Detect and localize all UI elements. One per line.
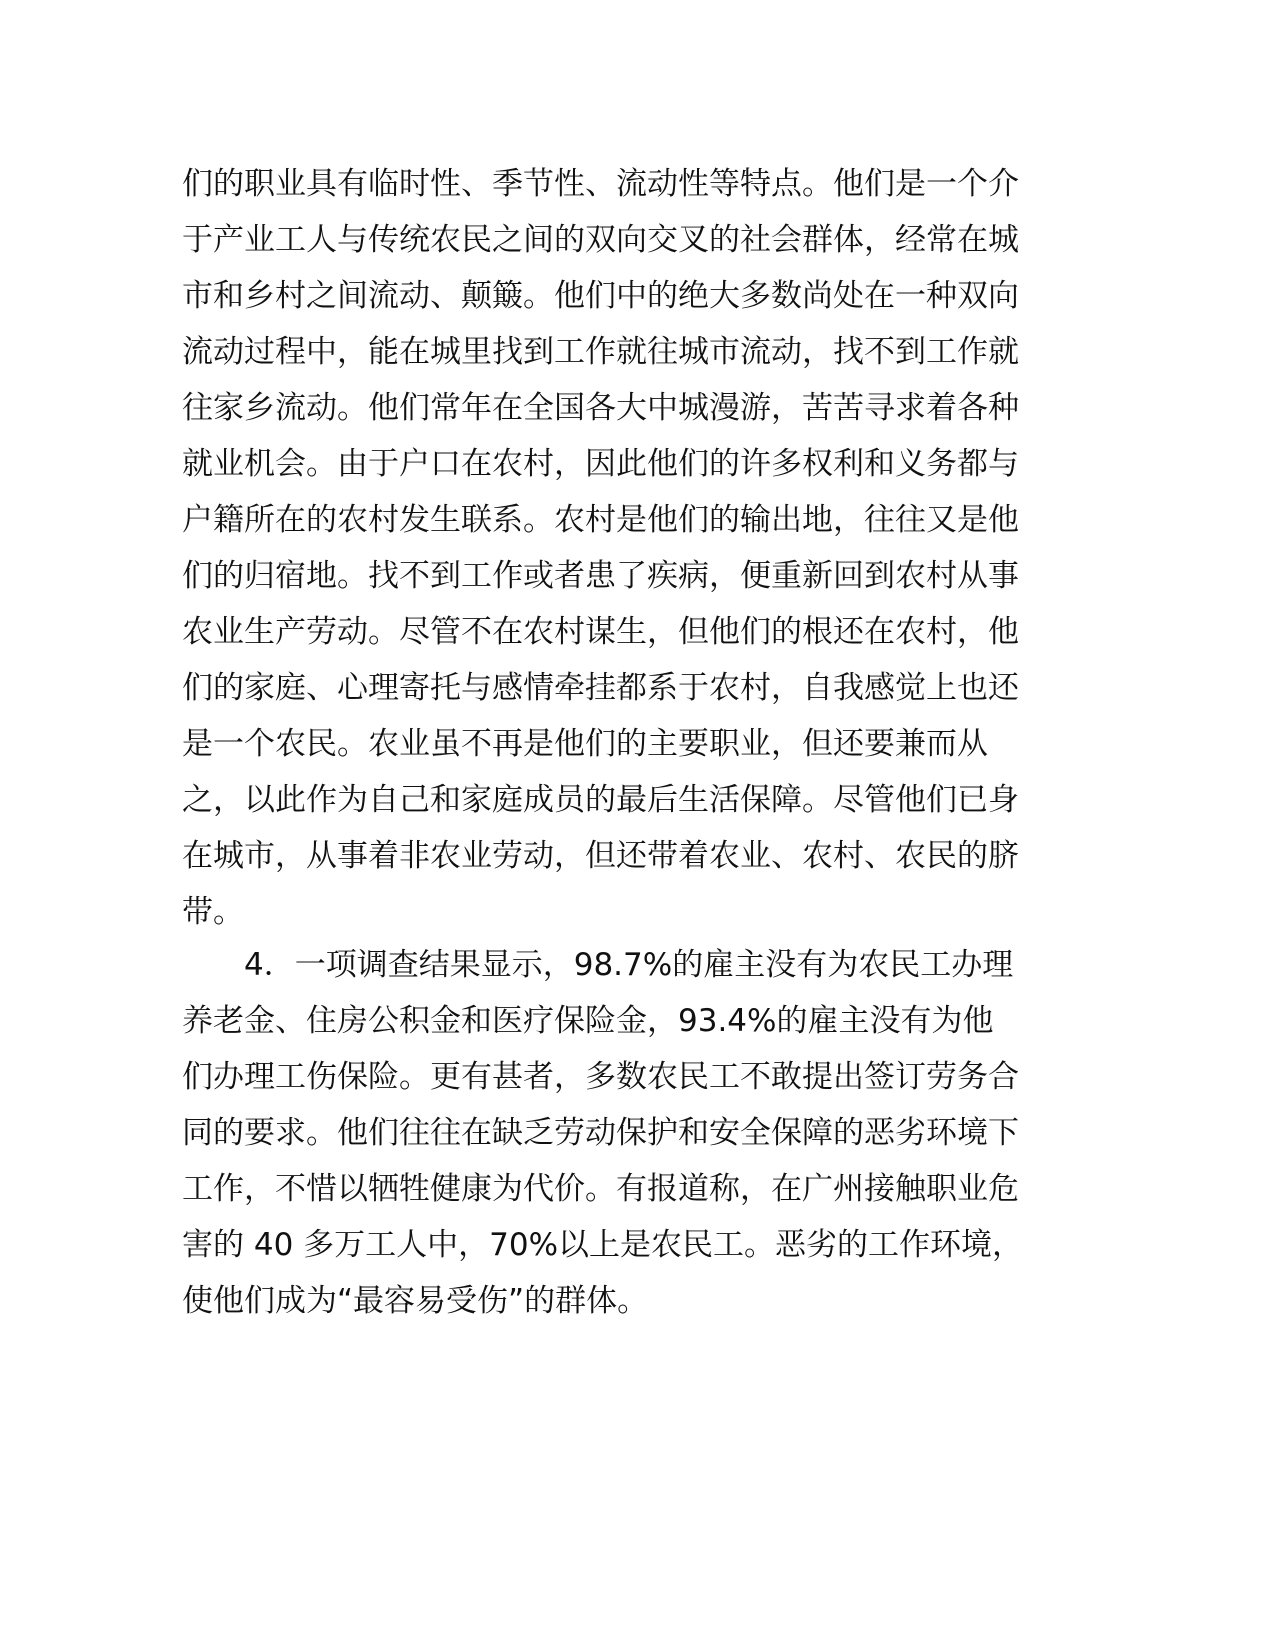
text-line: 带。 <box>182 894 244 930</box>
text-line: 们的归宿地。找不到工作或者患了疾病，便重新回到农村从事 <box>182 558 1019 594</box>
text-line: 于产业工人与传统农民之间的双向交叉的社会群体，经常在城 <box>182 222 1019 258</box>
text-line: 们的家庭、心理寄托与感情牵挂都系于农村，自我感觉上也还 <box>182 670 1019 706</box>
text-line: 使他们成为“最容易受伤”的群体。 <box>182 1283 649 1319</box>
text-line: 流动过程中，能在城里找到工作就往城市流动，找不到工作就 <box>182 334 1019 370</box>
text-line: 之，以此作为自己和家庭成员的最后生活保障。尽管他们已身 <box>182 782 1019 818</box>
text-line: 往家乡流动。他们常年在全国各大中城漫游，苦苦寻求着各种 <box>182 390 1019 426</box>
text-line: 们办理工伤保险。更有甚者，多数农民工不敢提出签订劳务合 <box>182 1059 1019 1095</box>
text-line: 在城市，从事着非农业劳动，但还带着农业、农村、农民的脐 <box>182 838 1019 874</box>
paragraph-migrant-workers-characteristics <box>182 156 1082 940</box>
text-line: 4．一项调查结果显示，98.7%的雇主没有为农民工办理 <box>182 947 1014 983</box>
text-line: 工作，不惜以牺牲健康为代价。有报道称，在广州接触职业危 <box>182 1171 1019 1207</box>
text-line: 市和乡村之间流动、颠簸。他们中的绝大多数尚处在一种双向 <box>182 278 1019 314</box>
paragraph-item-4-survey-results <box>182 937 1082 1329</box>
text-line: 农业生产劳动。尽管不在农村谋生，但他们的根还在农村，他 <box>182 614 1019 650</box>
text-line: 害的 40 多万工人中，70%以上是农民工。恶劣的工作环境， <box>182 1227 1024 1263</box>
text-line: 同的要求。他们往往在缺乏劳动保护和安全保障的恶劣环境下 <box>182 1115 1019 1151</box>
text-line: 养老金、住房公积金和医疗保险金，93.4%的雇主没有为他 <box>182 1003 994 1039</box>
text-line: 户籍所在的农村发生联系。农村是他们的输出地，往往又是他 <box>182 502 1019 538</box>
text-line: 们的职业具有临时性、季节性、流动性等特点。他们是一个介 <box>182 166 1019 202</box>
text-line: 是一个农民。农业虽不再是他们的主要职业，但还要兼而从 <box>182 726 988 762</box>
text-line: 就业机会。由于户口在农村，因此他们的许多权利和义务都与 <box>182 446 1019 482</box>
